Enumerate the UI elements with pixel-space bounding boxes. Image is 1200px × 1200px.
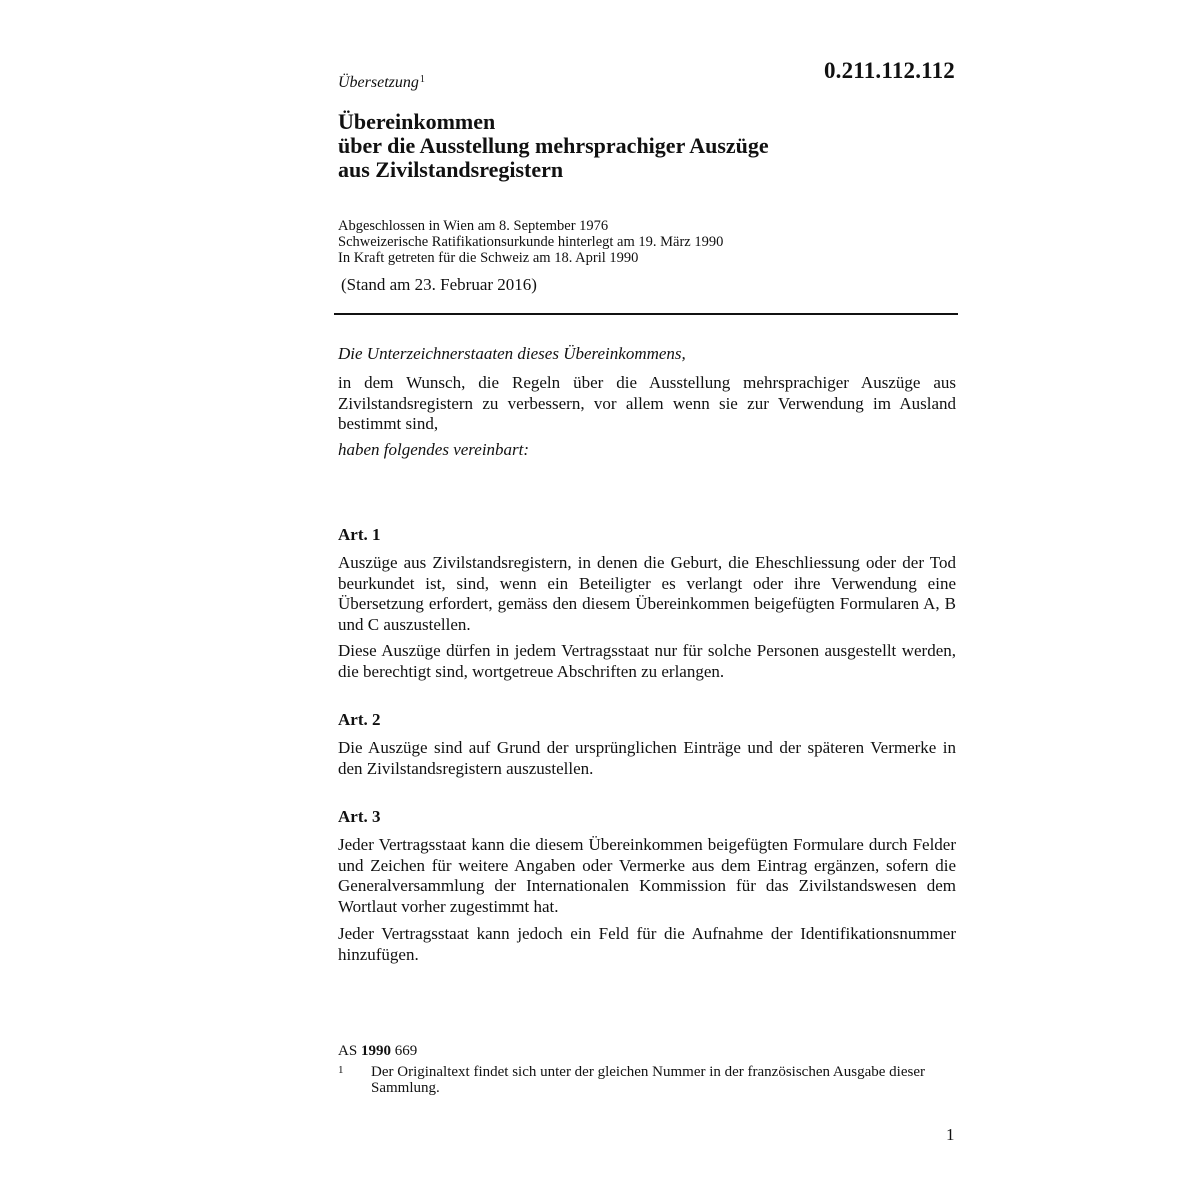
article-1-paragraph-2: Diese Auszüge dürfen in jedem Vertragsstaat nur für solche Personen ausgestellt werden, die berechtigt sind, wortgetreue Abschriften zu erlangen. <box>338 641 956 681</box>
preamble-wish: in dem Wunsch, die Regeln über die Ausstellung mehrsprachiger Auszüge aus Zivilstandsregistern zu verbessern, vor allem wenn sie zur Verwendung im Ausland bestimmt sind, <box>338 373 956 433</box>
concluded-date: Abgeschlossen in Wien am 8. September 1976 <box>338 218 609 234</box>
preamble-intro: Die Unterzeichnerstaaten dieses Übereinkommens, <box>338 344 686 363</box>
footnote-text: Der Originaltext findet sich unter der gleichen Nummer in der französischen Ausgabe dieser Sammlung. <box>371 1064 925 1096</box>
title-line-3: aus Zivilstandsregistern <box>338 157 564 182</box>
ratification-date: Schweizerische Ratifikationsurkunde hinterlegt am 19. März 1990 <box>338 234 724 250</box>
status-date: (Stand am 23. Februar 2016) <box>341 275 537 294</box>
article-1-heading: Art. 1 <box>338 525 381 544</box>
sr-number: 0.211.112.112 <box>823 58 955 83</box>
article-3-heading: Art. 3 <box>338 807 381 826</box>
as-prefix: AS <box>338 1043 358 1059</box>
in-force-date: In Kraft getreten für die Schweiz am 18. April 1990 <box>338 250 639 266</box>
as-page: 669 <box>394 1043 418 1059</box>
document-metadata <box>338 218 723 266</box>
title-line-1: Übereinkommen <box>338 109 496 134</box>
page-number: 1 <box>946 1125 955 1144</box>
as-year: 1990 <box>360 1043 391 1059</box>
translation-label <box>338 74 425 92</box>
document-title <box>338 110 769 182</box>
header-divider <box>334 313 958 315</box>
article-2-heading: Art. 2 <box>338 710 381 729</box>
translation-label-text: Übersetzung <box>338 74 419 91</box>
article-1-paragraph-1: Auszüge aus Zivilstandsregistern, in denen die Geburt, die Eheschliessung oder der Tod beurkundet ist, sind, wenn ein Beteiligter es verlangt oder ihre Verwendung eine Übersetzung erfordert, gemäss den diesem Übereinkommen beigefügten Formularen A, B und C auszustellen. <box>338 553 956 634</box>
footnote-reference: 1 <box>419 74 425 85</box>
footnote-mark: 1 <box>338 1064 344 1076</box>
official-collection-reference <box>338 1043 417 1060</box>
article-2-paragraph-1: Die Auszüge sind auf Grund der ursprünglichen Einträge und der späteren Vermerke in den Zivilstandsregistern auszustellen. <box>338 738 956 778</box>
title-line-2: über die Ausstellung mehrsprachiger Auszüge <box>338 133 769 158</box>
preamble-agreed: haben folgendes vereinbart: <box>338 440 530 459</box>
article-3-paragraph-1: Jeder Vertragsstaat kann die diesem Übereinkommen beigefügten Formulare durch Felder und Zeichen für weitere Angaben oder Vermerke aus dem Eintrag ergänzen, sofern die Generalversammlung der Internationalen Kommission für das Zivilstandswesen dem Wortlaut vorher zugestimmt hat. <box>338 835 956 916</box>
article-3-paragraph-2: Jeder Vertragsstaat kann jedoch ein Feld für die Aufnahme der Identifikationsnummer hinzufügen. <box>338 924 956 964</box>
